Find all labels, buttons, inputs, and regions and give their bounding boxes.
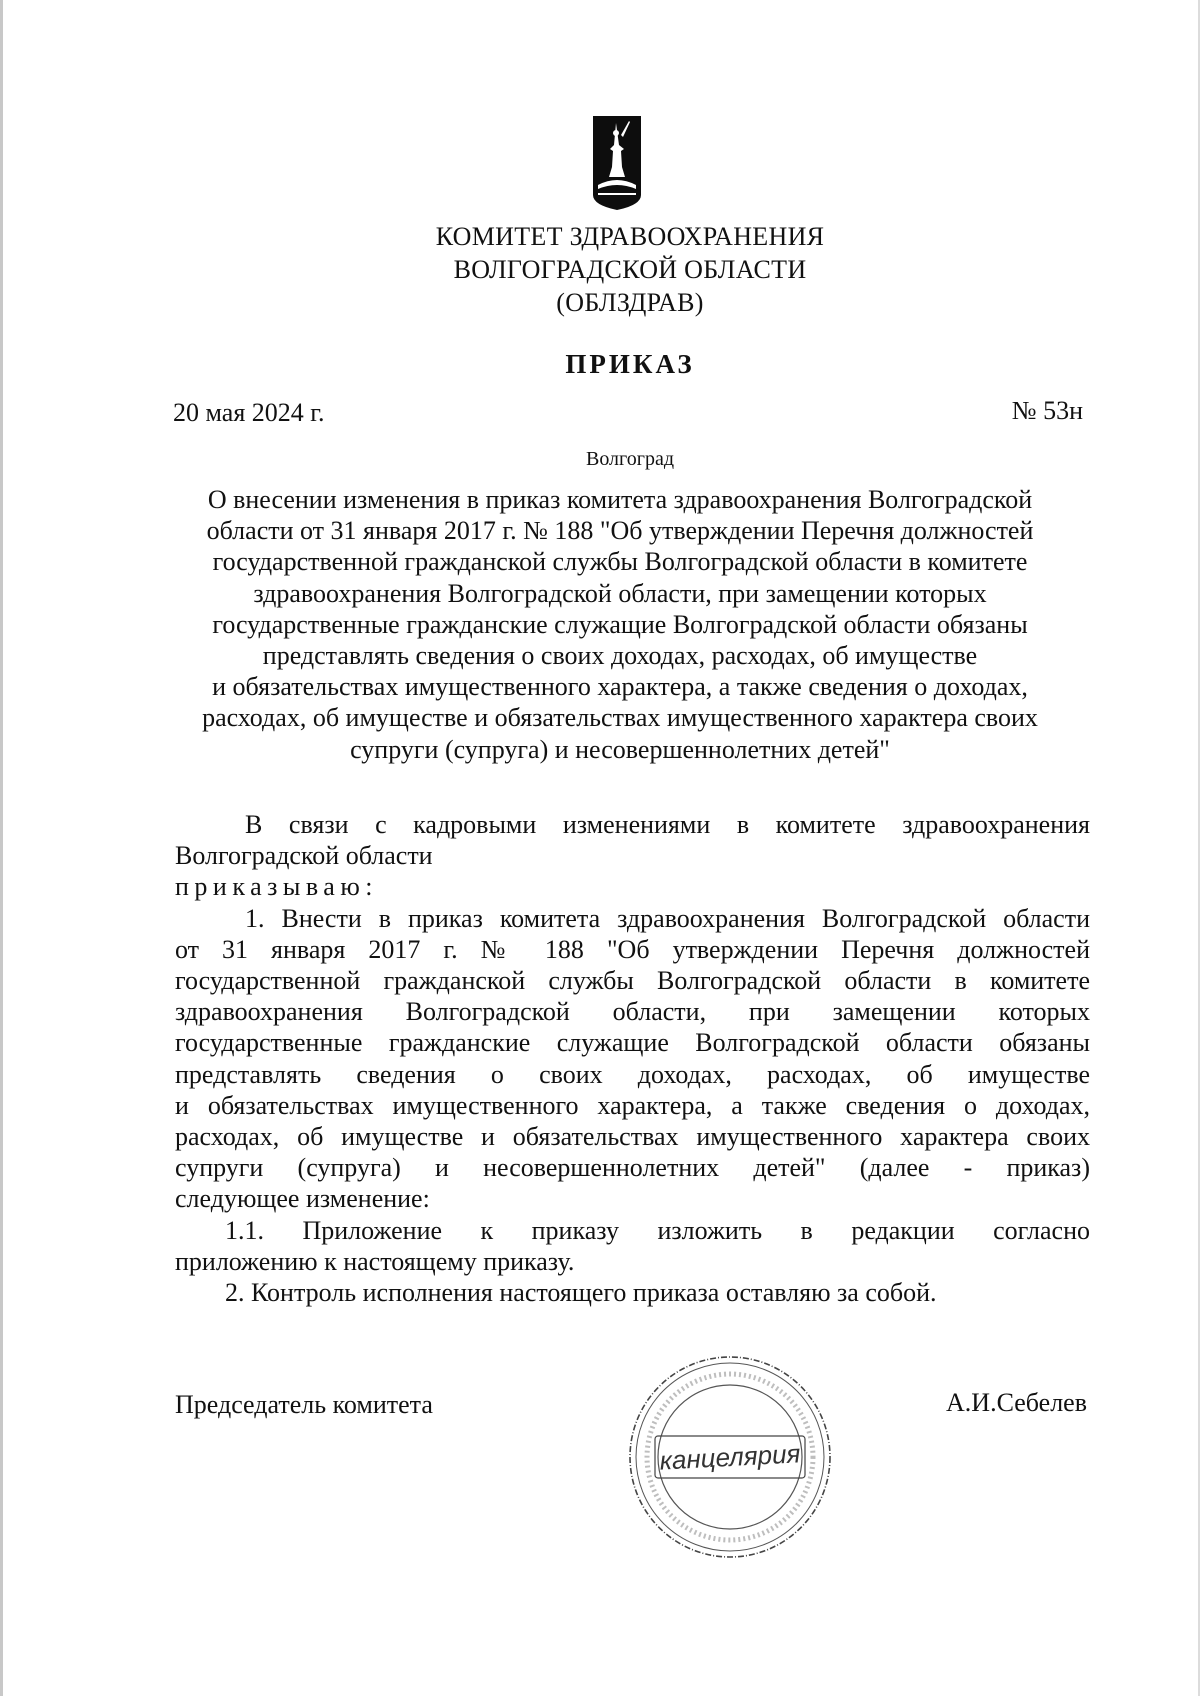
order-subject [140, 484, 1100, 765]
document-city: Волгоград [585, 448, 675, 470]
item1-line: государственные гражданские служащие Волгоградской области обязаны [175, 1028, 1090, 1058]
order-body [175, 809, 1090, 1308]
subject-line: здравоохранения Волгоградской области, при замещении которых [253, 578, 987, 608]
signatory-name: А.И.Себелев [946, 1388, 1087, 1417]
subject-line: О внесении изменения в приказ комитета здравоохранения Волгоградской [207, 485, 1033, 514]
item1-line: расходах, об имуществе и обязательствах имущественного характера своих [175, 1122, 1090, 1152]
subject-line: и обязательствах имущественного характера, а также сведения о доходах, [212, 672, 1028, 702]
org-line: КОМИТЕТ ЗДРАВООХРАНЕНИЯ [435, 222, 825, 251]
item1-line: 1. Внести в приказ комитета здравоохранения Волгоградской области [245, 903, 1090, 933]
item1-line: следующее изменение: [175, 1184, 430, 1214]
subject-line: представлять сведения о своих доходах, расходах, об имуществе [262, 641, 978, 671]
item1-line: от 31 января 2017 г. № 188 "Об утверждении Перечня должностей [175, 934, 1090, 964]
item1-line: государственной гражданской службы Волгоградской области в комитете [175, 966, 1090, 996]
organization-name [300, 220, 960, 319]
scan-edge-left [0, 0, 3, 1696]
item1-line: и обязательствах имущественного характера, а также сведения о доходах, [175, 1090, 1090, 1120]
item1-line: супруги (супруга) и несовершеннолетних детей" (далее - приказ) [175, 1153, 1090, 1183]
item2-line: 2. Контроль исполнения настоящего приказа оставляю за собой. [225, 1278, 937, 1308]
order-word: приказываю: [175, 872, 378, 902]
org-line: (ОБЛЗДРАВ) [556, 288, 704, 317]
subject-line: государственной гражданской службы Волгоградской области в комитете [212, 547, 1028, 577]
preamble-line: В связи с кадровыми изменениями в комитете здравоохранения [245, 810, 1090, 839]
item1-line: представлять сведения о своих доходах, расходах, об имуществе [175, 1059, 1090, 1089]
subject-line: области от 31 января 2017 г. № 188 "Об утверждении Перечня должностей [206, 516, 1034, 546]
subject-line: государственные гражданские служащие Волгоградской области обязаны [212, 609, 1028, 639]
document-date: 20 мая 2024 г. [173, 398, 325, 427]
org-line: ВОЛГОГРАДСКОЙ ОБЛАСТИ [453, 255, 807, 284]
coat-of-arms-icon [592, 115, 642, 211]
document-number: № 53н [1011, 396, 1083, 425]
item1-line: здравоохранения Волгоградской области, при замещении которых [175, 997, 1090, 1027]
preamble-line: Волгоградской области [175, 841, 433, 871]
subject-line: расходах, об имуществе и обязательствах имущественного характера своих [202, 703, 1038, 733]
signatory-position: Председатель комитета [175, 1390, 433, 1419]
stamp-center-text: канцелярия [658, 1438, 802, 1476]
office-stamp [625, 1352, 835, 1562]
subject-line: супруги (супруга) и несовершеннолетних детей" [350, 734, 890, 764]
item1-1-line: 1.1. Приложение к приказу изложить в редакции согласно [225, 1215, 1090, 1245]
item1-1-line: приложению к настоящему приказу. [175, 1246, 575, 1276]
document-type-title: ПРИКАЗ [565, 349, 695, 379]
